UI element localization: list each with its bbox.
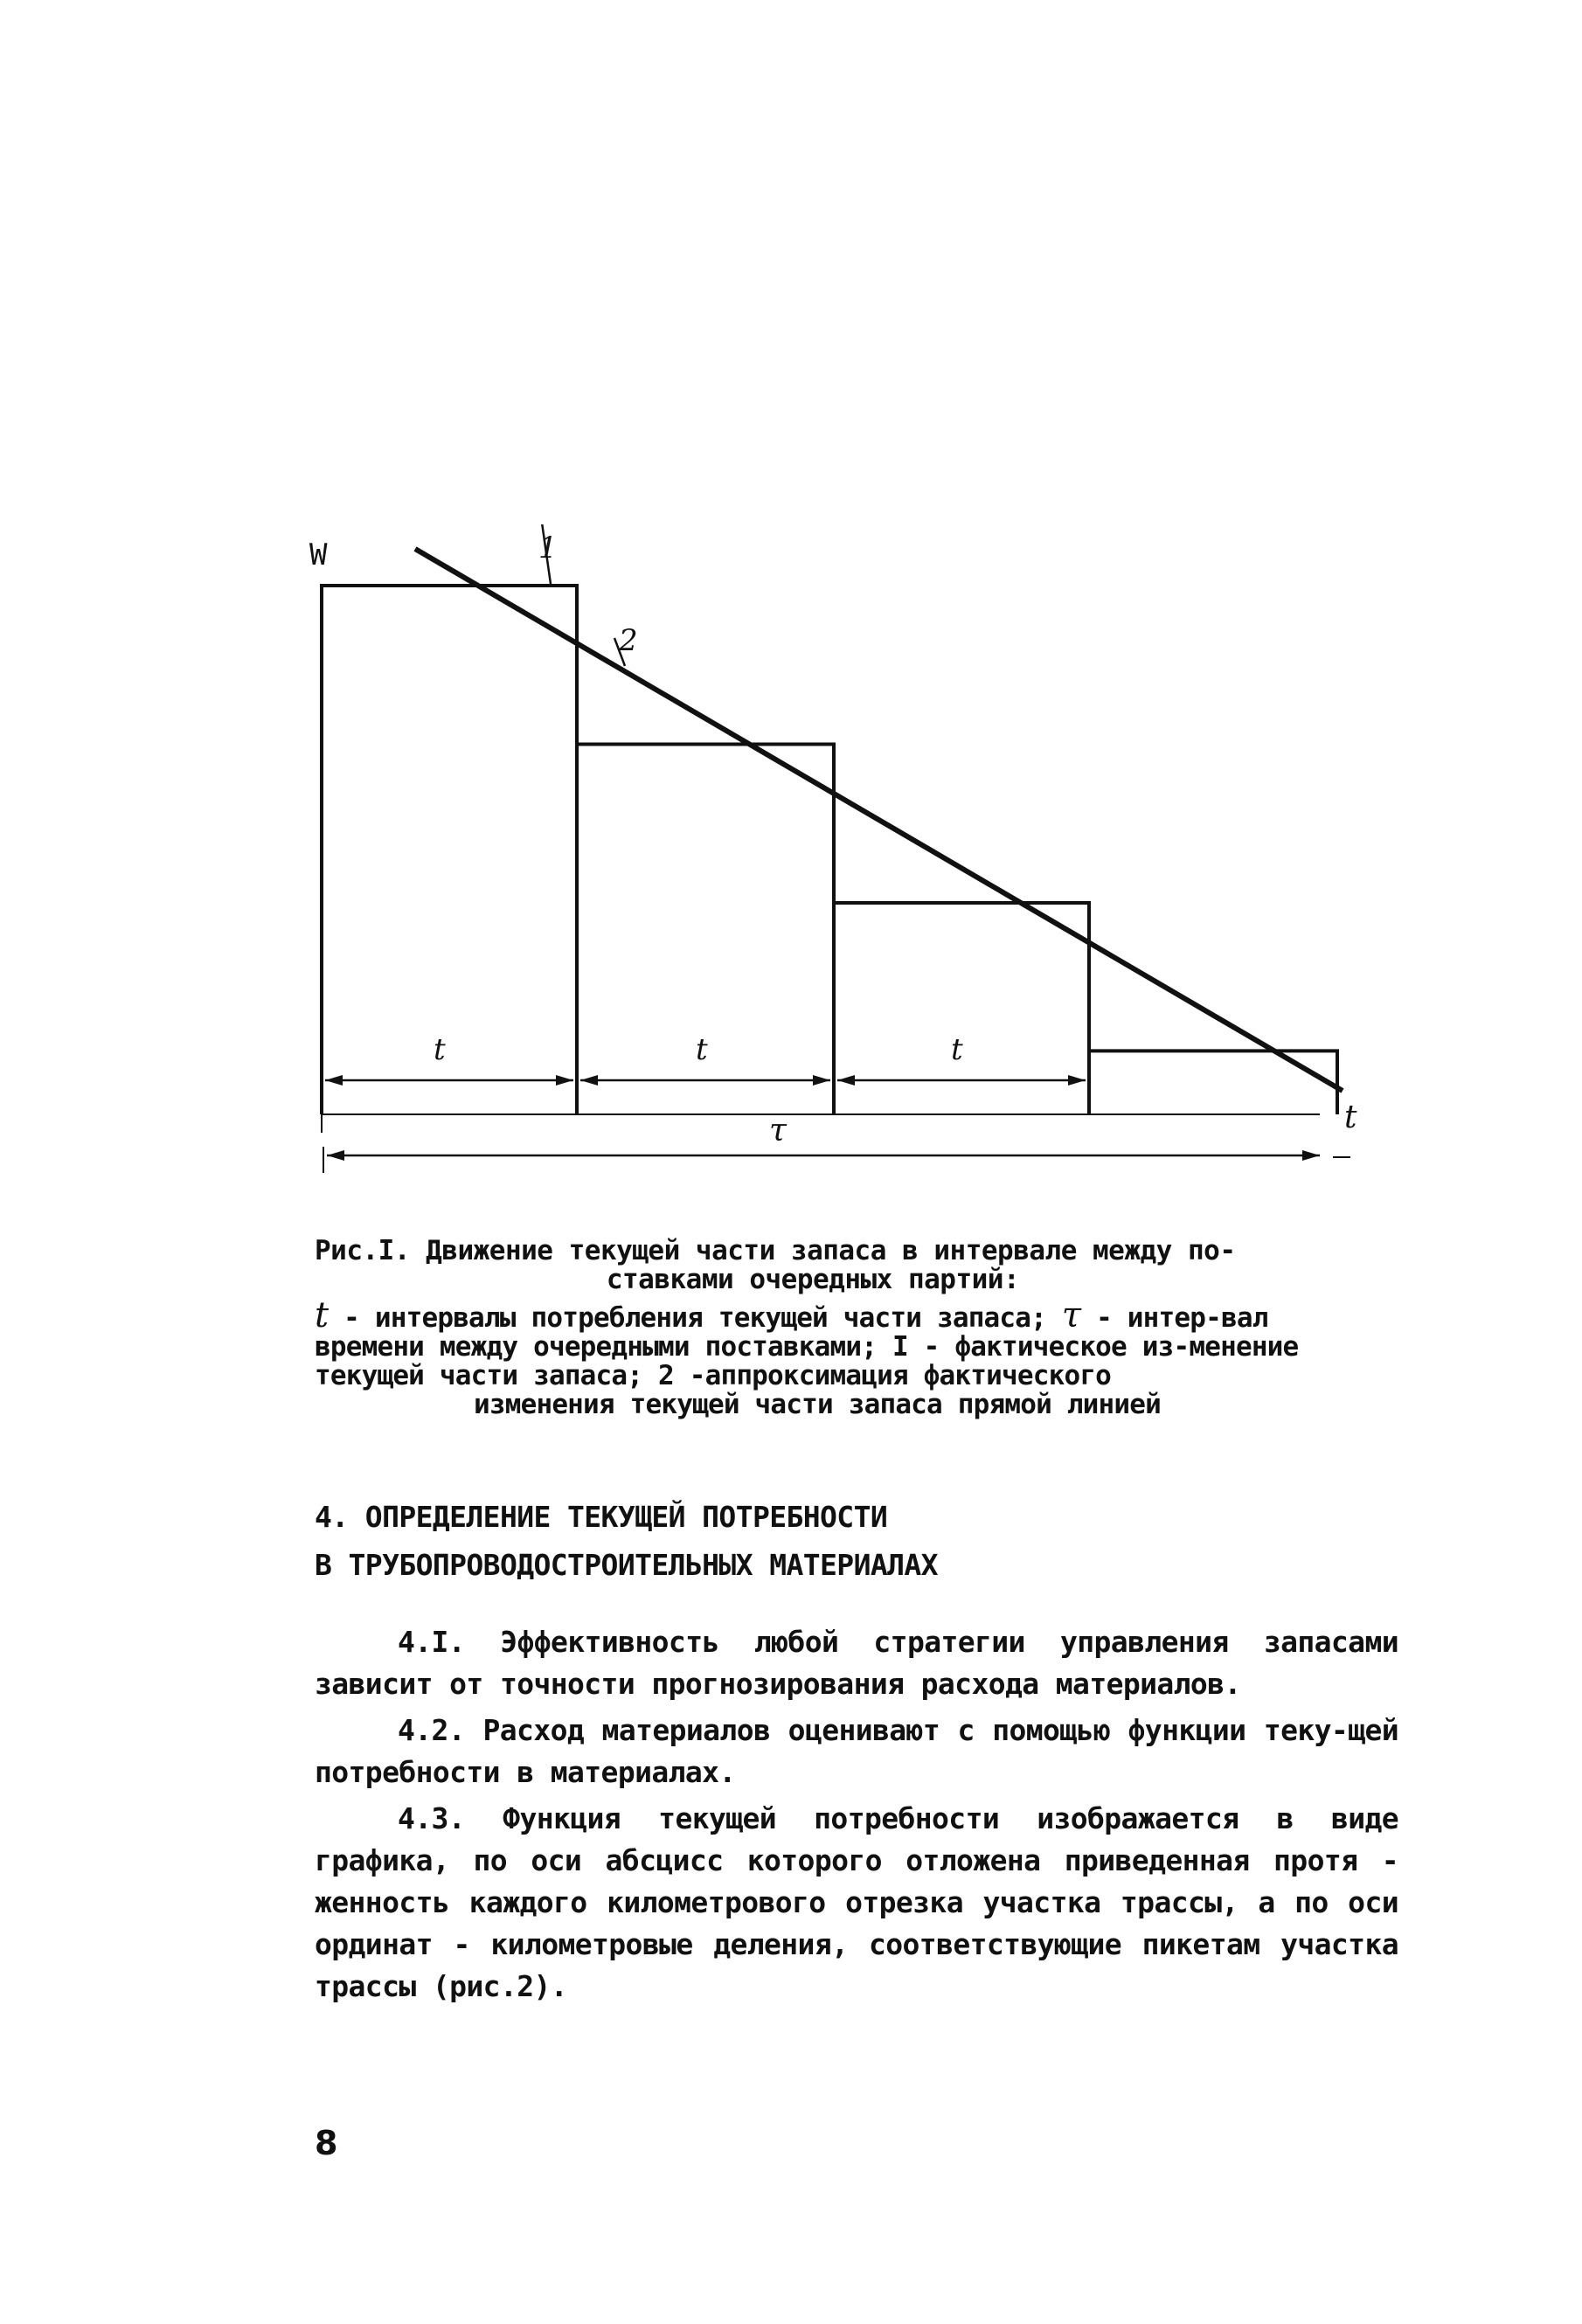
caption-title xyxy=(315,1237,1390,1294)
interval-arrowhead-left xyxy=(325,1075,343,1086)
caption-legend-part2: - интер-вал времени между очередными поставками; I - фактическое из-менение текущей части запаса; 2 -аппроксимация фактического xyxy=(315,1302,1299,1391)
interval-label-1: t xyxy=(434,1032,446,1067)
page-number: 8 xyxy=(315,2124,338,2162)
caption-legend-part1: - интервалы потребления текущей части запаса; xyxy=(328,1302,1062,1334)
interval-label-3: t xyxy=(951,1032,963,1067)
approximation-line xyxy=(415,549,1343,1091)
figure-svg xyxy=(288,524,1407,1189)
axis-y-label: W xyxy=(309,538,328,572)
figure-stock-diagram xyxy=(288,524,1407,1189)
curve-label-1: 1 xyxy=(538,531,558,565)
interval-arrowhead-left xyxy=(580,1075,598,1086)
caption-title-continuation: ставками очередных партий: xyxy=(606,1264,1020,1295)
curve-label-2: 2 xyxy=(619,623,638,658)
actual-stock-steps xyxy=(322,586,1337,1114)
caption-title-text: Рис.I. Движение текущей части запаса в интервале между по- xyxy=(315,1235,1236,1266)
interval-arrowhead-right xyxy=(813,1075,830,1086)
tau-arrow-left xyxy=(327,1150,344,1161)
interval-arrowhead-right xyxy=(1068,1075,1086,1086)
interval-dimension-lines xyxy=(325,1075,1086,1086)
caption-symbol-tau: τ xyxy=(1061,1295,1081,1335)
caption-legend xyxy=(315,1295,1390,1420)
caption-legend-last: изменения текущей части запаса прямой линией xyxy=(474,1389,1161,1420)
body-text xyxy=(315,1621,1398,2012)
paragraph-4-2: 4.2. Расход материалов оценивают с помощью функции теку-щей потребности в материалах. xyxy=(315,1713,1398,1789)
figure-caption xyxy=(315,1237,1390,1419)
interval-arrowhead-right xyxy=(556,1075,573,1086)
caption-symbol-t: t xyxy=(315,1295,329,1335)
paragraph-4-1: 4.I. Эффективность любой стратегии управления запасами зависит от точности прогнозирования расхода материалов. xyxy=(315,1625,1398,1701)
interval-arrowhead-left xyxy=(837,1075,855,1086)
tau-label: τ xyxy=(769,1113,787,1148)
interval-label-2: t xyxy=(696,1032,708,1067)
section-heading xyxy=(315,1493,1390,1589)
section-heading-line-2: В ТРУБОПРОВОДОСТРОИТЕЛЬНЫХ МАТЕРИАЛАХ xyxy=(315,1548,938,1582)
paragraph-4-3: 4.3. Функция текущей потребности изображается в виде графика, по оси абсцисс которого отложена приведенная протя - женность каждого километрового отрезка участка трассы, а по оси ординат - километровые деления, соответствующие пикетам участка трассы (рис.2). xyxy=(315,1801,1398,2003)
axis-x-label: t xyxy=(1344,1100,1357,1135)
section-heading-line-1: 4. ОПРЕДЕЛЕНИЕ ТЕКУЩЕЙ ПОТРЕБНОСТИ xyxy=(315,1500,888,1534)
tau-arrow-right xyxy=(1302,1150,1320,1161)
